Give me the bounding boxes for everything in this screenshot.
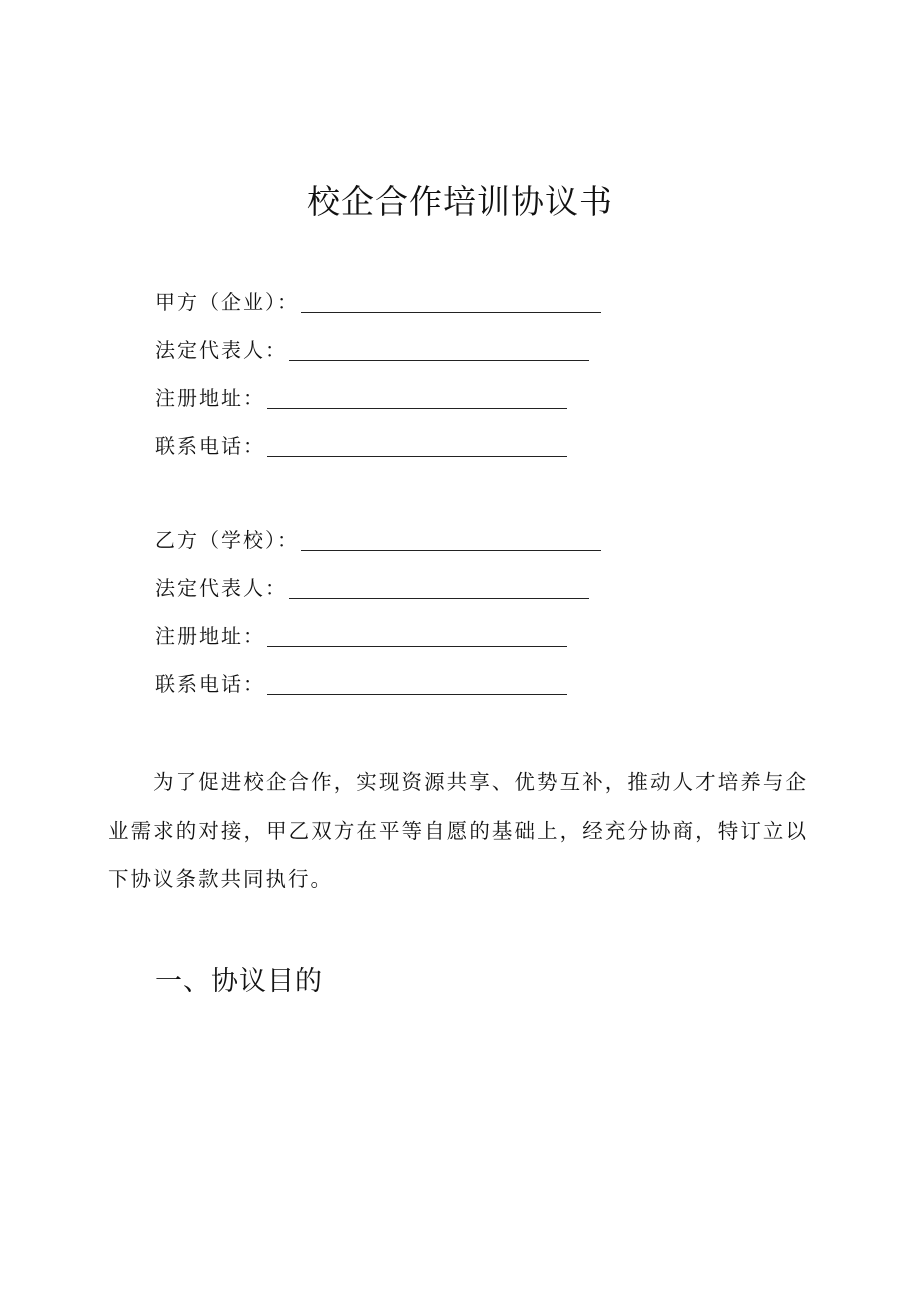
party-a-address-blank-line[interactable]	[267, 386, 567, 409]
intro-paragraph: 为了促进校企合作，实现资源共享、优势互补，推动人才培养与企业需求的对接，甲乙双方在平等自愿的基础上，经充分协商，特订立以下协议条款共同执行。	[108, 770, 808, 891]
party-a-phone-blank-line[interactable]	[267, 434, 567, 457]
party-b-phone-blank-line[interactable]	[267, 672, 567, 695]
party-b-name-blank-line[interactable]	[301, 528, 601, 551]
party-a-name-field	[155, 283, 601, 317]
party-a-name-label: 甲方（企业）：	[155, 290, 299, 314]
party-b-phone-label: 联系电话：	[155, 672, 265, 696]
document-title: 校企合作培训协议书	[307, 182, 613, 221]
party-a-representative-field	[155, 331, 589, 365]
section-1-heading: 一、协议目的	[155, 966, 323, 997]
party-a-phone-field	[155, 427, 567, 461]
party-a-representative-blank-line[interactable]	[289, 338, 589, 361]
party-b-representative-blank-line[interactable]	[289, 576, 589, 599]
party-b-representative-label: 法定代表人：	[155, 576, 287, 600]
party-b-address-field	[155, 617, 567, 651]
party-a-address-field	[155, 379, 567, 413]
party-b-name-field	[155, 521, 601, 555]
party-b-phone-field	[155, 665, 567, 699]
party-a-address-label: 注册地址：	[155, 386, 265, 410]
party-b-address-label: 注册地址：	[155, 624, 265, 648]
party-a-name-blank-line[interactable]	[301, 290, 601, 313]
party-a-representative-label: 法定代表人：	[155, 338, 287, 362]
party-b-name-label: 乙方（学校）：	[155, 528, 299, 552]
party-b-representative-field	[155, 569, 589, 603]
party-a-phone-label: 联系电话：	[155, 434, 265, 458]
party-b-address-blank-line[interactable]	[267, 624, 567, 647]
